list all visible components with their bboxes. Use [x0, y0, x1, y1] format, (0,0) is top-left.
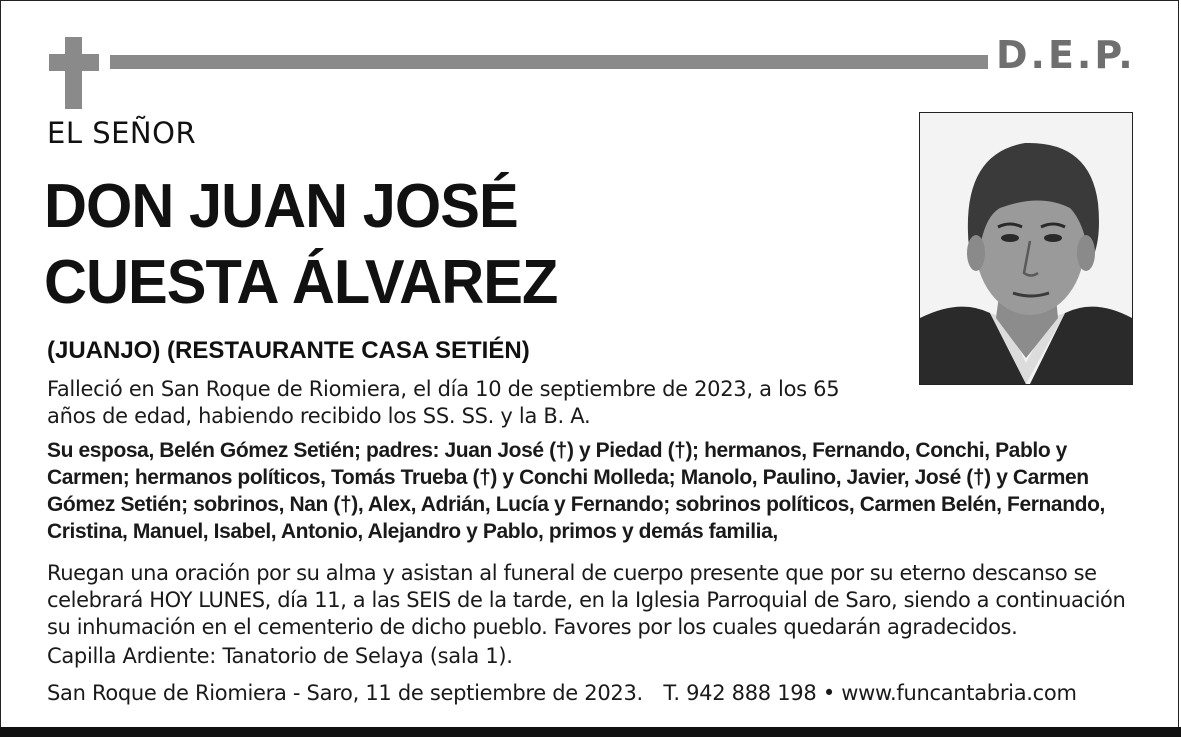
deceased-name-line2: CUESTA ÁLVAREZ [44, 248, 558, 317]
footer-phone: T. 942 888 198 [663, 681, 817, 705]
honorific: EL SEÑOR [47, 116, 197, 150]
footer-line [47, 680, 1077, 707]
header-rule [110, 55, 988, 69]
footer-separator: • [822, 681, 835, 705]
family-list: Su esposa, Belén Gómez Setién; padres: Juan José (†) y Piedad (†); hermanos, Fernando, Conchi, Pablo y Carmen; hermanos políticos, Tomás Trueba (†) y Conchi Molleda; Manolo, Paulino, Javier, José (†) y Carmen Gómez Setién; sobrinos, Nan (†), Alex, Adrián, Lucía y Fernando; sobrinos políticos, Carmen Belén, Fernando, Cristina, Manuel, Isabel, Antonio, Alejandro y Pablo, primos y demás familia, [47, 439, 1105, 543]
deceased-alias: (JUANJO) (RESTAURANTE CASA SETIÉN) [47, 337, 530, 364]
footer-place-date: San Roque de Riomiera - Saro, 11 de septiembre de 2023. [47, 681, 643, 705]
death-notice: Falleció en San Roque de Riomiera, el día 10 de septiembre de 2023, a los 65 años de edad, habiendo recibido los SS. SS. y la B. A. [47, 377, 840, 428]
latin-cross-icon [65, 37, 82, 109]
deceased-name-line1: DON JUAN JOSÉ [44, 172, 518, 241]
dep-badge: D.E.P. [996, 33, 1136, 77]
funeral-details: Ruegan una oración por su alma y asistan al funeral de cuerpo presente que por su eterno descanso se celebrará HOY LUNES, día 11, a las SEIS de la tarde, en la Iglesia Parroquial de Saro, siendo a continuación su inhumación en el cementerio de dicho pueblo. Favores por los cuales quedarán agradecidos. [47, 561, 1126, 639]
footer-website[interactable]: www.funcantabria.com [841, 681, 1077, 705]
latin-cross-icon-arm [49, 54, 99, 71]
bottom-bar [0, 727, 1181, 737]
chapel-info: Capilla Ardiente: Tanatorio de Selaya (sala 1). [47, 644, 513, 668]
portrait-photo [919, 112, 1133, 385]
